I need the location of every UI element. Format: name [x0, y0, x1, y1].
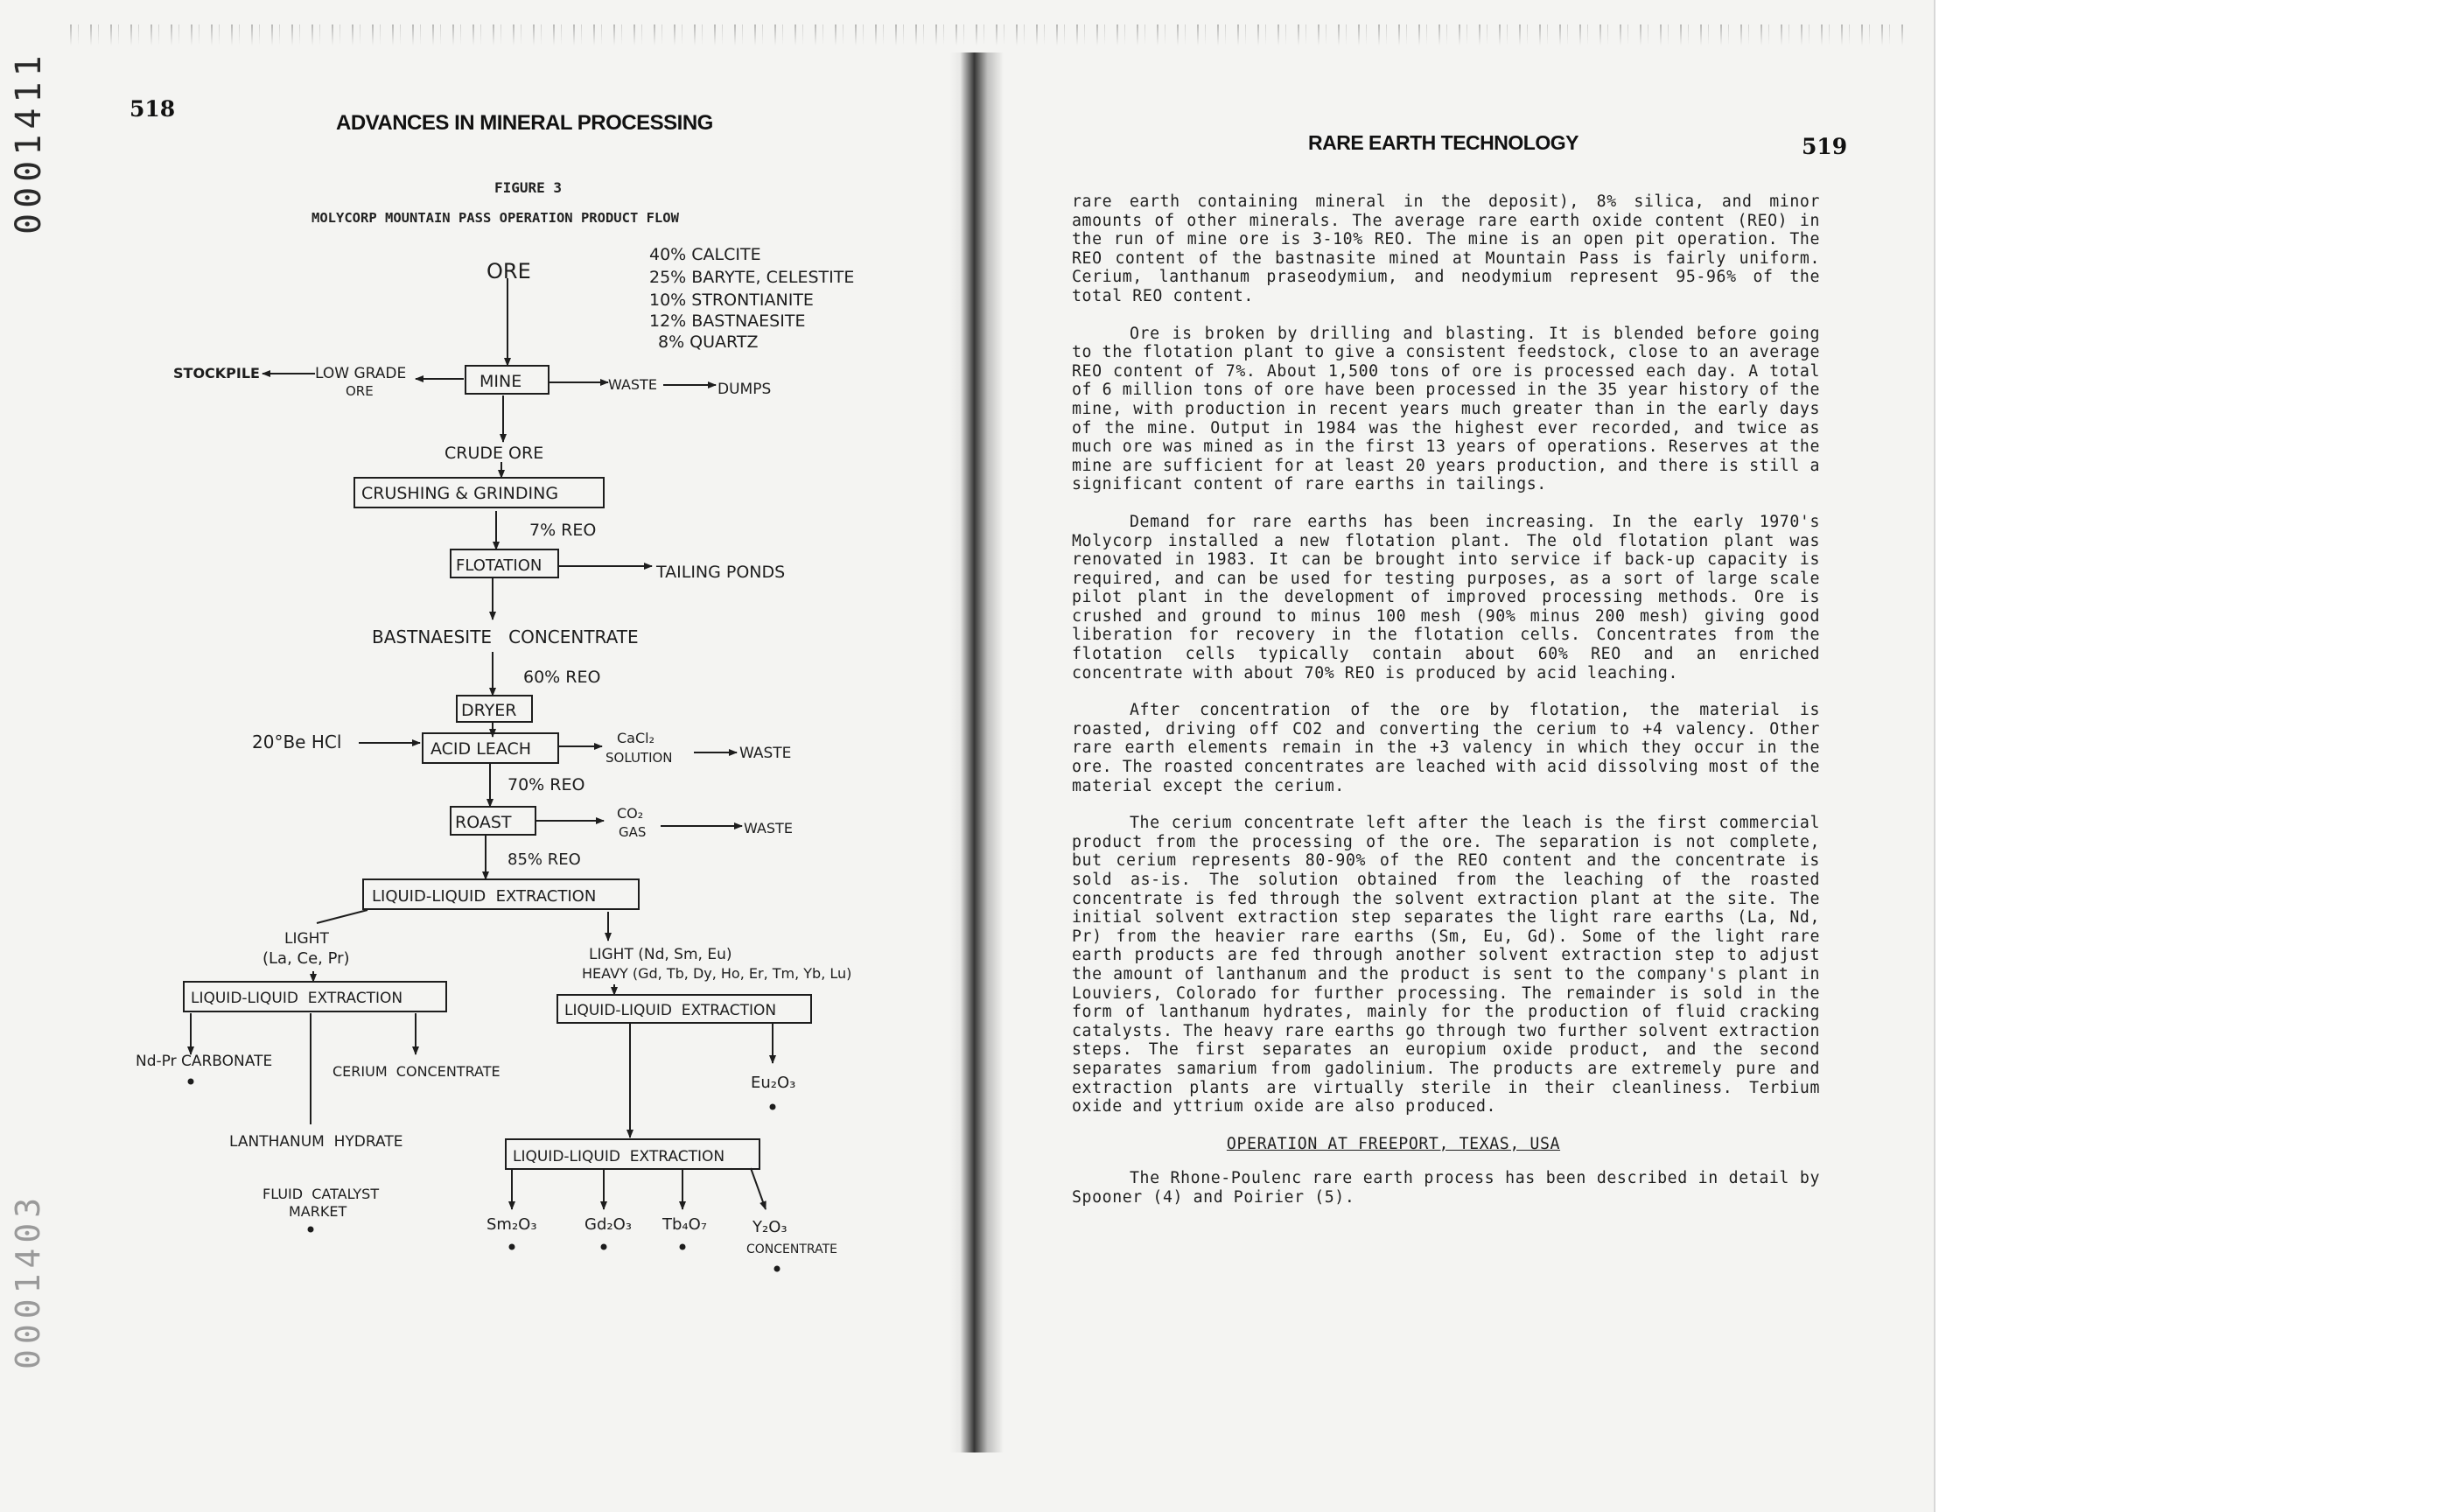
stage-reo-70: 70% REO [508, 775, 585, 794]
composition-4: 12% BASTNAESITE [649, 312, 806, 331]
node-lle-1-label: LIQUID-LIQUID EXTRACTION [372, 887, 597, 906]
node-gas: GAS [619, 824, 647, 840]
node-hcl: 20°Be HCl [252, 732, 342, 752]
node-cacl2: CaCl₂ [617, 730, 655, 746]
bates-number-top: 0001411 [9, 50, 49, 234]
stage-reo-7: 7% REO [529, 521, 597, 540]
node-crude-ore: CRUDE ORE [444, 444, 544, 463]
edge-lle1-light [317, 910, 368, 923]
stage-reo-60: 60% REO [523, 668, 601, 687]
node-nd-pr-carbonate: Nd-Pr CARBONATE [136, 1053, 273, 1070]
paragraph-2: Ore is broken by drilling and blasting. It is blended before going to the flotation plant to give a consistent feedstock, close to an average REO content of 7%. About 1,500 tons of ore is processed each day. A total of 6 million tons of ore have been processed in the 35 year history of the mine, with production in recent years much greater than in the early days of the mine. Output in 1984 was the highest ever recorded, and twice as much ore was mined as in the first 13 years of operations. Reserves at the mine are sufficient for at least 20 years production, and there is still a significant content of rare earths in tailings. [1072, 324, 1820, 494]
node-acid-leach-label: ACID LEACH [430, 739, 532, 759]
node-sm2o3: Sm₂O₃ [486, 1215, 537, 1234]
stage-reo-85: 85% REO [508, 850, 581, 869]
node-light-nd: LIGHT (Nd, Sm, Eu) [589, 946, 732, 963]
product-dots [188, 1079, 780, 1272]
node-y-concentrate: CONCENTRATE [746, 1242, 837, 1256]
left-page-number: 518 [130, 96, 176, 122]
node-mine-label: MINE [480, 372, 522, 391]
composition-2: 25% BARYTE, CELESTITE [649, 268, 855, 287]
node-lle-3-label: LIQUID-LIQUID EXTRACTION [564, 1002, 777, 1019]
node-dumps: DUMPS [718, 381, 772, 398]
node-waste: WASTE [608, 376, 657, 393]
paragraph-6: The Rhone-Poulenc rare earth process has been described in detail by Spooner (4) and Poirier (5). [1072, 1169, 1820, 1207]
node-dryer-label: DRYER [461, 701, 517, 720]
node-stockpile: STOCKPILE [173, 365, 260, 382]
node-bastnaesite-concentrate: BASTNAESITE CONCENTRATE [372, 626, 639, 648]
node-lle-4-label: LIQUID-LIQUID EXTRACTION [513, 1148, 725, 1166]
node-co2: CO₂ [617, 805, 644, 822]
node-eu2o3: Eu₂O₃ [751, 1074, 796, 1092]
figure-title: MOLYCORP MOUNTAIN PASS OPERATION PRODUCT FLOW [312, 210, 679, 226]
node-gd2o3: Gd₂O₃ [584, 1215, 632, 1234]
edge-lle4-y [751, 1168, 766, 1209]
paragraph-1: rare earth containing mineral in the deposit), 8% silica, and minor amounts of other minerals. The average rare earth oxide content (REO) in the run of mine ore is 3-10% REO. The mine is an open pit operation. The REO content of the bastnasite mined at Mountain Pass is fairly uniform. Cerium, lanthanum praseodymium, and neodymium represent 95-96% of the total REO content. [1072, 192, 1820, 305]
node-roast-label: ROAST [455, 813, 512, 832]
paragraph-3: Demand for rare earths has been increasing. In the early 1970's Molycorp installed a new flotation plant. The old flotation plant was renovated in 1983. It can be brought into service if back-up capacity is required, and can be used for testing purposes, as a sort of large scale pilot plant in the development of improved processing methods. Ore is crushed and ground to minus 100 mesh (90% minus 200 mesh) giving good liberation for recovery in the flotation cells. Concentrates from the flotation cells typically contain about 60% REO and an enriched concentrate with about 70% REO is produced by acid leaching. [1072, 512, 1820, 682]
node-crushing-label: CRUSHING & GRINDING [361, 484, 559, 503]
node-cerium-concentrate: CERIUM CONCENTRATE [332, 1063, 500, 1080]
composition-1: 40% CALCITE [649, 245, 761, 264]
paragraph-4: After concentration of the ore by flotation, the material is roasted, driving off CO2 and converting the cerium to +4 valency. Other rare earth elements remain in the +3 valency in which they occur in the ore. The roasted concentrates are leached with acid dissolving most of the material except the cerium. [1072, 701, 1820, 795]
node-y2o3: Y₂O₃ [752, 1218, 788, 1236]
node-flotation-label: FLOTATION [456, 556, 542, 575]
node-tailing-ponds: TAILING PONDS [656, 563, 786, 582]
composition-3: 10% STRONTIANITE [649, 290, 814, 310]
node-lanthanum-hydrate: LANTHANUM HYDRATE [229, 1133, 403, 1151]
figure-label: FIGURE 3 [494, 179, 563, 196]
node-light-elements: (La, Ce, Pr) [262, 949, 350, 968]
paragraph-5: The cerium concentrate left after the leach is the first commercial product from the processing of the ore. The separation is not complete, but cerium represents 80-90% of the REO content and the concentrate is sold as-is. The solution obtained from the leaching of the roasted concentrate is fed through the solvent extraction plant at the site. The initial solvent extraction step separates the light rare earths (La, Nd, Pr) from the heavier rare earths (Sm, Eu, Gd). Some of the light rare earth products are fed through another solvent extraction step to adjust the amount of lanthanum and the product is sent to the company's plant in Louviers, Colorado for further processing. The remainder is sold in the form of lanthanum hydrates, mainly for the production of fluid cracking catalysts. The heavy rare earths go through two further solvent extraction steps. The first separates an europium oxide product, and the second separates samarium from gadolinium. The products are extremely pure and extraction plants are virtually sterile in their cleanliness. Terbium oxide and yttrium oxide are also produced. [1072, 814, 1820, 1116]
article-body [1072, 192, 1820, 1226]
right-running-head: RARE EARTH TECHNOLOGY [1308, 131, 1578, 154]
node-waste-3: WASTE [744, 820, 793, 836]
bates-number-bottom: 0001403 [9, 1192, 47, 1369]
node-waste-2: WASTE [739, 745, 792, 762]
node-low-grade: LOW GRADE [315, 365, 407, 382]
node-fluid-catalyst: FLUID CATALYST [262, 1186, 380, 1202]
section-heading: OPERATION AT FREEPORT, TEXAS, USA [1226, 1134, 1561, 1153]
node-solution: SOLUTION [606, 750, 673, 766]
composition-5: 8% QUARTZ [658, 332, 759, 352]
node-tb4o7: Tb₄O₇ [662, 1215, 708, 1234]
node-lle-2-label: LIQUID-LIQUID EXTRACTION [191, 990, 403, 1007]
node-light: LIGHT [284, 930, 329, 948]
node-ore: ORE [486, 259, 531, 284]
node-market: MARKET [289, 1203, 347, 1220]
node-low-grade-ore: ORE [346, 383, 374, 399]
node-heavy: HEAVY (Gd, Tb, Dy, Ho, Er, Tm, Yb, Lu) [582, 965, 852, 982]
right-page-number: 519 [1802, 134, 1848, 159]
left-running-head: ADVANCES IN MINERAL PROCESSING [336, 111, 713, 135]
